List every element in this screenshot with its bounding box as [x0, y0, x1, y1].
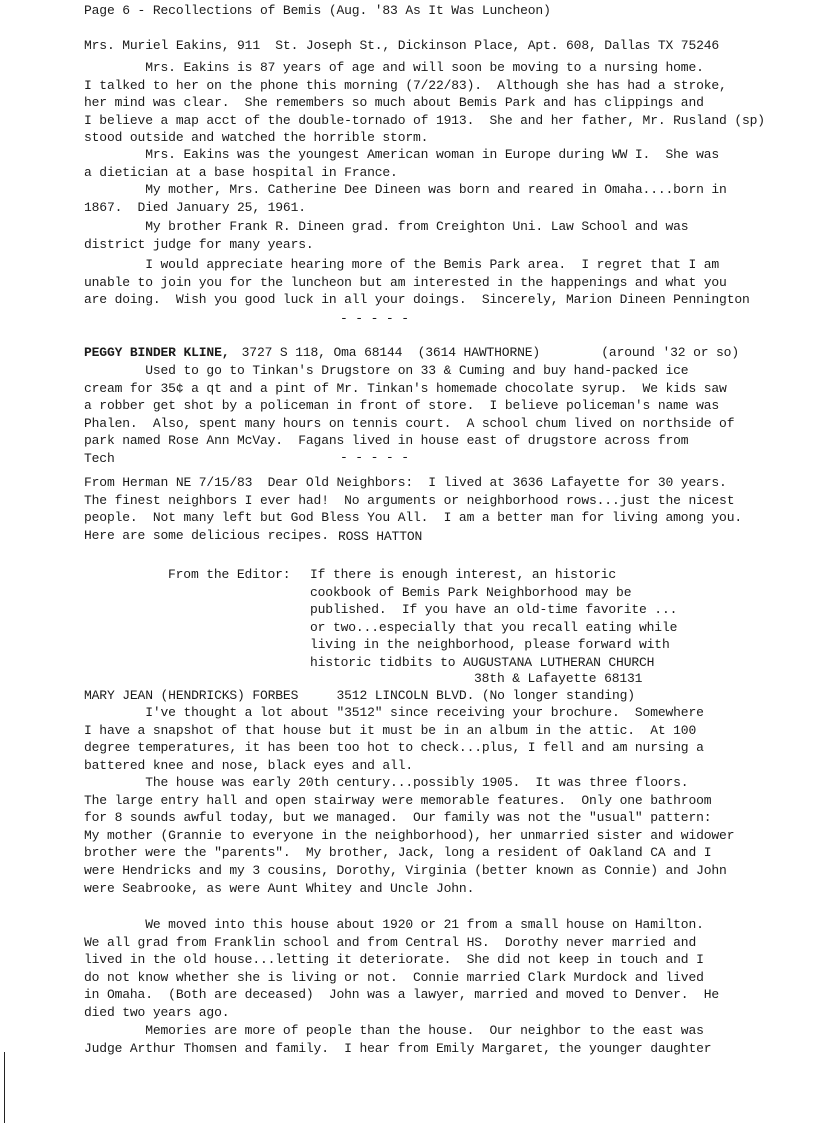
hatton-signature: ROSS HATTON: [338, 529, 423, 544]
editor-address: 38th & Lafayette 68131: [474, 671, 643, 686]
forbes-paragraph-line: We moved into this house about 1920 or 21 from a small house on Hamilton.: [84, 917, 704, 932]
pennington-paragraph-line: are doing. Wish you good luck in all your doings. Sincerely, Marion Dineen Pennington: [84, 292, 750, 308]
forbes-paragraph-line: were Hendricks and my 3 cousins, Dorothy, Virginia (better known as Connie) and John: [84, 863, 727, 878]
editor-paragraph-line: cookbook of Bemis Park Neighborhood may be: [310, 584, 632, 600]
forbes-paragraph-line: battered knee and nose, black eyes and all.: [84, 757, 414, 773]
scan-margin-line: [4, 1052, 5, 1123]
forbes-paragraph-line: I have a snapshot of that house but it must be in an album in the attic. At 100: [84, 722, 697, 738]
forbes-paragraph-line: lived in the old house...letting it deteriorate. She did not keep in touch and I: [84, 952, 704, 968]
editor-paragraph-line: historic tidbits to AUGUSTANA LUTHERAN CHURCH: [310, 655, 655, 670]
forbes-paragraph-line: died two years ago.: [84, 1005, 230, 1020]
kline-paragraph-line: Tech: [84, 451, 115, 466]
section-separator: - - - - -: [340, 450, 409, 465]
forbes-paragraph-line: We all grad from Franklin school and from Central HS. Dorothy never married and: [84, 934, 697, 950]
forbes-paragraph-line: were Seabrooke, as were Aunt Whitey and Uncle John.: [84, 880, 475, 896]
kline-paragraph-line: Phalen. Also, spent many hours on tennis court. A school chum lived on northside of: [84, 415, 735, 431]
kline-paragraph-line: park named Rose Ann McVay. Fagans lived in house east of drugstore across from: [84, 433, 689, 449]
pennington-paragraph-line: I would appreciate hearing more of the Bemis Park area. I regret that I am: [84, 257, 720, 272]
forbes-paragraph-line: for 8 sounds awful today, but we managed. Our family was not the "usual" pattern:: [84, 810, 712, 826]
pennington-paragraph-line: My brother Frank R. Dineen grad. from Creighton Uni. Law School and was: [84, 219, 689, 234]
hatton-paragraph-line: The finest neighbors I ever had! No arguments or neighborhood rows...just the nicest: [84, 492, 735, 508]
hatton-paragraph-line: Here are some delicious recipes.: [84, 527, 329, 543]
kline-paragraph-line: cream for 35¢ a qt and a pint of Mr. Tinkan's homemade chocolate syrup. We kids saw: [84, 380, 727, 396]
editor-paragraph-line: published. If you have an old-time favorite ...: [310, 602, 678, 618]
eakins-paragraph-line: Mrs. Eakins is 87 years of age and will soon be moving to a nursing home.: [84, 60, 704, 75]
pennington-paragraph-line: 1867. Died January 25, 1961.: [84, 199, 306, 215]
page-header: Page 6 - Recollections of Bemis (Aug. '83 As It Was Luncheon): [84, 3, 551, 18]
editor-label: From the Editor:: [168, 567, 291, 582]
editor-paragraph-line: living in the neighborhood, please forward with: [310, 637, 670, 653]
hatton-paragraph-line: From Herman NE 7/15/83 Dear Old Neighbors: I lived at 3636 Lafayette for 30 years.: [84, 475, 727, 490]
forbes-paragraph-line: Judge Arthur Thomsen and family. I hear from Emily Margaret, the younger daughter: [84, 1040, 712, 1056]
hatton-paragraph-line: people. Not many left but God Bless You All. I am a better man for living among you.: [84, 510, 743, 526]
forbes-paragraph-line: The house was early 20th century...possibly 1905. It was three floors.: [84, 775, 689, 790]
kline-name: PEGGY BINDER KLINE,: [84, 345, 230, 360]
kline-address: 3727 S 118, Oma 68144 (3614 HAWTHORNE) (around '32 or so): [234, 345, 739, 360]
forbes-heading: MARY JEAN (HENDRICKS) FORBES 3512 LINCOLN BLVD. (No longer standing): [84, 688, 635, 703]
kline-paragraph-line: Used to go to Tinkan's Drugstore on 33 & Cuming and buy hand-packed ice: [84, 363, 689, 378]
pennington-paragraph-line: district judge for many years.: [84, 236, 314, 252]
kline-paragraph-line: a robber get shot by a policeman in front of store. I believe policeman's name was: [84, 398, 720, 414]
forbes-paragraph-line: do not know whether she is living or not. Connie married Clark Murdock and lived: [84, 969, 704, 985]
forbes-paragraph-line: in Omaha. (Both are deceased) John was a lawyer, married and moved to Denver. He: [84, 987, 720, 1003]
pennington-paragraph-line: unable to join you for the luncheon but am interested in the happenings and what you: [84, 274, 727, 290]
forbes-paragraph-line: Memories are more of people than the house. Our neighbor to the east was: [84, 1023, 704, 1038]
pennington-paragraph-line: My mother, Mrs. Catherine Dee Dineen was born and reared in Omaha....born in: [84, 182, 727, 197]
forbes-paragraph-line: degree temperatures, it has been too hot to check...plus, I fell and am nursing a: [84, 740, 704, 756]
eakins-paragraph-line: Mrs. Eakins was the youngest American woman in Europe during WW I. She was: [84, 147, 720, 162]
eakins-paragraph-line: a dietician at a base hospital in France.: [84, 164, 398, 180]
eakins-address: Mrs. Muriel Eakins, 911 St. Joseph St., Dickinson Place, Apt. 608, Dallas TX 75246: [84, 38, 720, 53]
editor-paragraph-line: If there is enough interest, an historic: [310, 567, 617, 582]
forbes-paragraph-line: I've thought a lot about "3512" since receiving your brochure. Somewhere: [84, 705, 704, 720]
editor-paragraph-line: or two...especially that you recall eating while: [310, 619, 678, 635]
forbes-paragraph-line: brother were the "parents". My brother, Jack, long a resident of Oakland CA and I: [84, 845, 712, 861]
eakins-paragraph-line: stood outside and watched the horrible storm.: [84, 130, 429, 146]
section-separator: - - - - -: [340, 311, 409, 326]
forbes-paragraph-line: My mother (Grannie to everyone in the neighborhood), her unmarried sister and widower: [84, 827, 735, 843]
forbes-paragraph-line: The large entry hall and open stairway were memorable features. Only one bathroom: [84, 792, 712, 808]
eakins-paragraph-line: I talked to her on the phone this morning (7/22/83). Although she has had a stroke,: [84, 77, 727, 93]
eakins-paragraph-line: I believe a map acct of the double-tornado of 1913. She and her father, Mr. Rusland (sp): [84, 112, 765, 128]
eakins-paragraph-line: her mind was clear. She remembers so much about Bemis Park and has clippings and: [84, 95, 704, 111]
